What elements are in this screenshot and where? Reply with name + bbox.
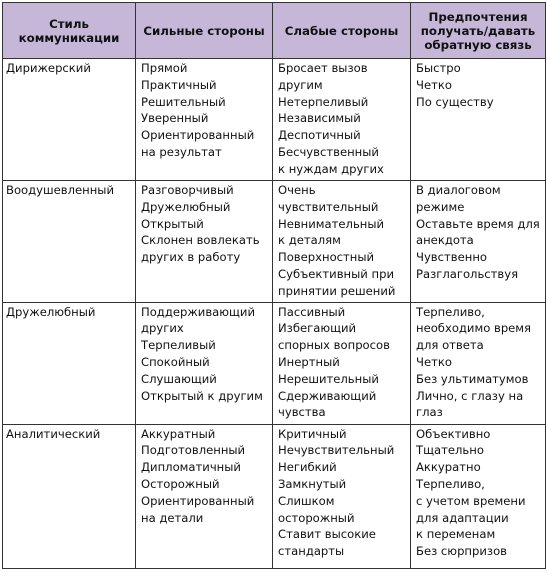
feedback-item: Объективно: [416, 426, 491, 441]
weakness-item: Бесчувственный: [278, 144, 379, 159]
style-cell: [3, 302, 136, 424]
strength-item: других в работу: [141, 250, 241, 265]
weakness-item: Нерешительный: [278, 371, 379, 386]
feedback-item: Оставьте время для: [416, 216, 540, 231]
weakness-item: Бросает вызов: [278, 61, 368, 75]
feedback-item: необходимо время: [416, 321, 532, 336]
strengths-cell: [136, 302, 273, 424]
feedback-item: для ответа: [416, 338, 484, 353]
strengths-cell: [136, 424, 273, 568]
strength-item: Практичный: [141, 77, 217, 92]
weaknesses-cell: [273, 59, 411, 181]
style-name: Дирижерский: [6, 61, 91, 75]
strength-item: Осторожный: [141, 476, 220, 491]
strengths-cell: [136, 181, 273, 303]
strength-item: Уверенный: [141, 111, 209, 126]
feedback-item: для адаптации: [416, 510, 509, 525]
table-header-row: [3, 3, 546, 59]
strength-item: Аккуратный: [141, 426, 216, 441]
weakness-item: стандарты: [278, 544, 345, 559]
feedback-item: По существу: [416, 94, 494, 109]
weakness-item: чувства: [278, 405, 326, 420]
feedback-item: глаз: [416, 405, 443, 420]
strength-item: Открытый: [141, 216, 204, 231]
header-line: обратную связь: [424, 37, 532, 52]
feedback-item: Быстро: [416, 61, 461, 75]
weakness-item: Замкнутый: [278, 476, 347, 491]
header-line: Стиль: [49, 16, 89, 31]
weakness-item: Очень: [278, 183, 316, 197]
strength-item: Склонен вовлекать: [141, 233, 260, 248]
style-cell: [3, 424, 136, 568]
header-line: получать/давать: [420, 23, 536, 38]
header-line: коммуникации: [18, 30, 120, 45]
weakness-item: другим: [278, 77, 323, 92]
strength-item: Открытый к другим: [141, 388, 263, 403]
style-name: Аналитический: [6, 426, 101, 441]
weakness-item: принятии решений: [278, 283, 396, 298]
table-row: [3, 424, 546, 568]
weakness-item: Независимый: [278, 111, 361, 126]
strength-item: Спокойный: [141, 354, 210, 369]
header-weaknesses: [273, 3, 411, 59]
weakness-item: Слишком: [278, 493, 335, 508]
weakness-item: осторожный: [278, 510, 355, 525]
communication-styles-table-container: [2, 2, 545, 577]
strength-item: на детали: [141, 510, 204, 525]
header-communication-style: [3, 3, 136, 59]
strength-item: Поддерживающий: [141, 304, 256, 319]
strength-item: Дружелюбный: [141, 199, 231, 214]
feedback-cell: [411, 302, 546, 424]
feedback-item: Четко: [416, 77, 452, 92]
weakness-item: Сдерживающий: [278, 388, 377, 403]
weakness-item: Деспотичный: [278, 128, 361, 143]
header-line: Слабые стороны: [284, 23, 399, 38]
feedback-item: Без ультиматумов: [416, 371, 529, 386]
weakness-item: Избегающий: [278, 321, 357, 336]
feedback-item: Терпеливо,: [416, 304, 485, 319]
feedback-item: Тщательно: [416, 443, 484, 458]
style-cell: [3, 181, 136, 303]
strength-item: Подготовленный: [141, 443, 246, 458]
weaknesses-cell: [273, 181, 411, 303]
weakness-item: Невнимательный: [278, 216, 385, 231]
strength-item: других: [141, 321, 184, 336]
feedback-item: Чувственно: [416, 250, 487, 265]
weakness-item: к деталям: [278, 233, 341, 248]
feedback-cell: [411, 181, 546, 303]
strength-item: Дипломатичный: [141, 460, 241, 475]
feedback-item: к переменам: [416, 527, 496, 542]
strength-item: Слушающий: [141, 371, 217, 386]
feedback-cell: [411, 59, 546, 181]
table-row: [3, 181, 546, 303]
feedback-item: Терпеливо,: [416, 476, 485, 491]
weakness-item: Субъективный при: [278, 266, 394, 281]
weakness-item: Инертный: [278, 354, 340, 369]
feedback-item: Аккуратно: [416, 460, 481, 475]
style-name: Воодушевленный: [6, 183, 114, 197]
weakness-item: чувствительный: [278, 199, 379, 214]
table-row: [3, 302, 546, 424]
weakness-item: спорных вопросов: [278, 338, 390, 353]
weakness-item: Нетерпеливый: [278, 94, 369, 109]
weakness-item: к нуждам других: [278, 161, 384, 176]
weakness-item: Негибкий: [278, 460, 337, 475]
strength-item: Ориентированный: [141, 128, 255, 143]
feedback-cell: [411, 424, 546, 568]
strength-item: Терпеливый: [141, 338, 216, 353]
weakness-item: Поверхностный: [278, 250, 375, 265]
feedback-item: с учетом времени: [416, 493, 526, 508]
style-name: Дружелюбный: [6, 304, 96, 319]
header-feedback-preferences: [411, 3, 546, 59]
weakness-item: Критичный: [278, 426, 347, 441]
header-line: Предпочтения: [428, 9, 528, 24]
strength-item: на результат: [141, 144, 222, 159]
style-cell: [3, 59, 136, 181]
feedback-item: Без сюрпризов: [416, 544, 507, 559]
strengths-cell: [136, 59, 273, 181]
communication-styles-table: [2, 2, 546, 569]
strength-item: Ориентированный: [141, 493, 255, 508]
feedback-item: Лично, с глазу на: [416, 388, 524, 403]
feedback-item: Разглагольствуя: [416, 266, 519, 281]
table-row: [3, 59, 546, 181]
strength-item: Решительный: [141, 94, 226, 109]
weaknesses-cell: [273, 424, 411, 568]
feedback-item: В диалоговом: [416, 183, 501, 197]
weakness-item: Пассивный: [278, 304, 346, 319]
weakness-item: Ставит высокие: [278, 527, 376, 542]
header-line: Сильные стороны: [143, 23, 265, 38]
feedback-item: режиме: [416, 199, 465, 214]
weakness-item: Нечувствительный: [278, 443, 395, 458]
feedback-item: анекдота: [416, 233, 474, 248]
strength-item: Прямой: [141, 61, 188, 75]
header-strengths: [136, 3, 273, 59]
strength-item: Разговорчивый: [141, 183, 234, 197]
weaknesses-cell: [273, 302, 411, 424]
feedback-item: Четко: [416, 354, 452, 369]
